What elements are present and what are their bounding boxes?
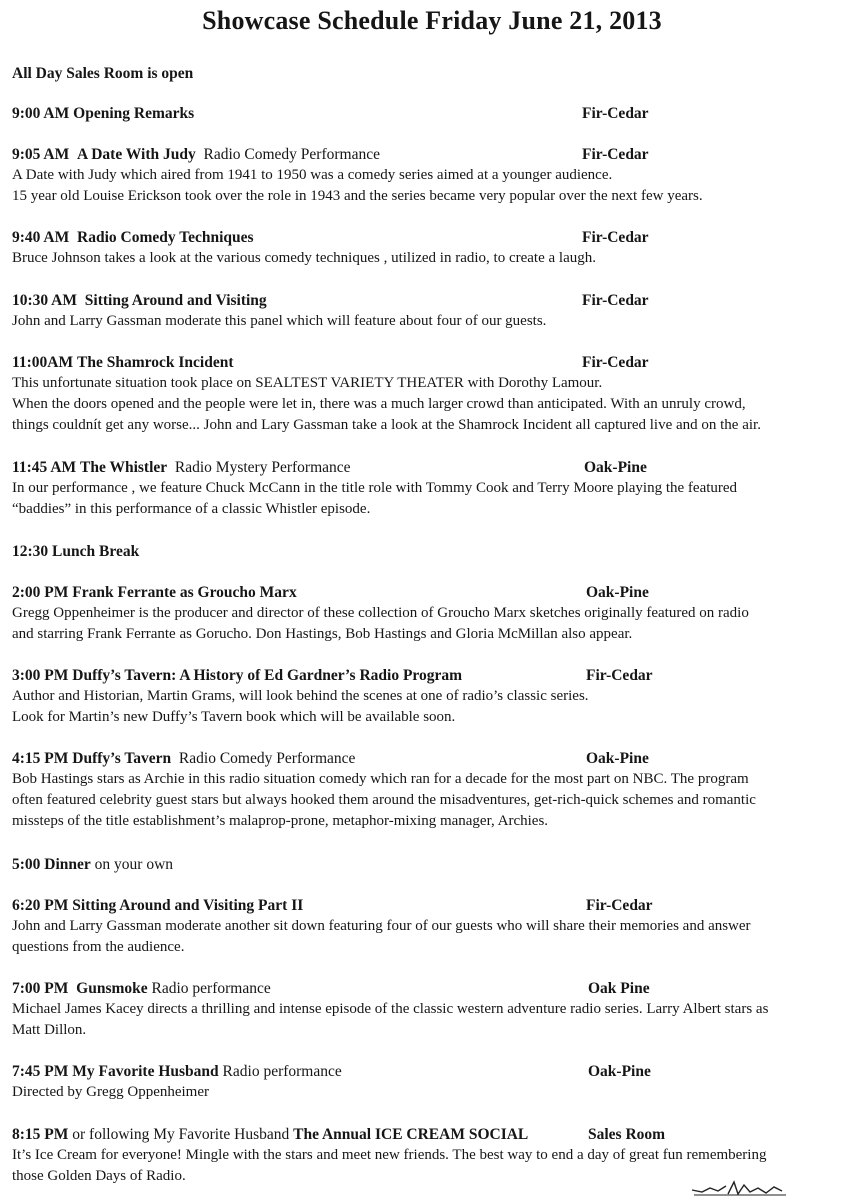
schedule-item <box>12 103 864 124</box>
item-description-line: A Date with Judy which aired from 1941 to 1950 was a comedy series aimed at a younger audience. <box>12 167 613 183</box>
item-time: 4:15 PM <box>12 750 69 767</box>
item-description-line: Matt Dillon. <box>12 1021 87 1038</box>
schedule-item <box>12 854 864 875</box>
item-description-line: Look for Martin’s new Duffy’s Tavern book which will be available soon. <box>12 708 456 725</box>
item-time: 12:30 <box>12 543 49 560</box>
item-time: 8:15 PM <box>12 1126 69 1143</box>
item-room: Fir-Cedar <box>582 229 649 246</box>
item-description-line: and starring Frank Ferrante as Gorucho. Don Hastings, Bob Hastings and Gloria McMillan also appear. <box>12 625 633 642</box>
item-room: Sales Room <box>588 1126 666 1143</box>
item-time: 11:00AM <box>12 354 74 371</box>
item-title: Duffy’s Tavern: A History of Ed Gardner’s Radio Program <box>72 667 463 684</box>
item-description-line: things couldnít get any worse... John and Lary Gassman take a look at the Shamrock Incident all captured live and on the air. <box>12 416 761 433</box>
schedule-item <box>12 227 864 269</box>
item-subtitle: Radio performance <box>222 1063 342 1080</box>
item-description-line: Gregg Oppenheimer is the producer and director of these collection of Groucho Marx sketches originally featured on radio <box>12 605 749 621</box>
schedule-item <box>12 290 864 332</box>
item-time: 9:05 AM <box>12 146 70 163</box>
schedule-item <box>12 895 864 958</box>
item-time: 6:20 PM <box>12 897 69 914</box>
item-title: Duffy’s Tavern <box>72 750 172 767</box>
item-title: Gunsmoke <box>76 980 148 997</box>
item-time: 11:45 AM <box>12 459 77 476</box>
item-description-line: When the doors opened and the people were let in, there was a much larger crowd than anticipated. With an unruly crowd, <box>12 395 746 412</box>
item-time: 9:40 AM <box>12 229 70 246</box>
item-time: 7:45 PM <box>12 1063 69 1080</box>
item-description-line: This unfortunate situation took place on SEALTEST VARIETY THEATER with Dorothy Lamour. <box>12 375 603 391</box>
item-description-line: Michael James Kacey directs a thrilling and intense episode of the classic western adventure radio series. Larry Albert stars as <box>12 1001 769 1017</box>
item-description-line: often featured celebrity guest stars but always hooked them around the misadventures, get-rich-quick schemes and romantic <box>12 791 756 808</box>
item-description-line: questions from the audience. <box>12 938 185 955</box>
item-title: Frank Ferrante as Groucho Marx <box>72 584 297 601</box>
item-description-line: Bob Hastings stars as Archie in this radio situation comedy which ran for a decade for the most part on NBC. The program <box>12 771 749 787</box>
item-title: Lunch Break <box>52 543 140 560</box>
item-title: My Favorite Husband <box>72 1063 219 1080</box>
item-description-line: Author and Historian, Martin Grams, will look behind the scenes at one of radio’s classic series. <box>12 688 589 704</box>
schedule-item <box>12 541 864 562</box>
item-time: 10:30 AM <box>12 292 78 309</box>
item-description-line: Bruce Johnson takes a look at the various comedy techniques , utilized in radio, to create a laugh. <box>12 250 596 266</box>
item-room: Oak Pine <box>588 980 650 997</box>
item-title: Sitting Around and Visiting <box>84 292 267 309</box>
item-title: Opening Remarks <box>73 105 195 122</box>
item-time: 2:00 PM <box>12 584 69 601</box>
schedule-item <box>12 1061 864 1103</box>
item-title: Sitting Around and Visiting Part II <box>72 897 304 914</box>
item-description-line: In our performance , we feature Chuck McCann in the title role with Tommy Cook and Terry Moore playing the featured <box>12 480 738 496</box>
schedule-item <box>12 978 864 1041</box>
item-time: 7:00 PM <box>12 980 69 997</box>
schedule-item <box>12 665 864 728</box>
item-room: Fir-Cedar <box>586 667 653 684</box>
item-title: The Shamrock Incident <box>77 354 234 371</box>
item-title: The Annual ICE CREAM SOCIAL <box>293 1126 529 1143</box>
item-room: Fir-Cedar <box>582 146 649 163</box>
schedule-item <box>12 144 864 207</box>
item-description-line: John and Larry Gassman moderate another sit down featuring four of our guests who will share their memories and answer <box>12 918 751 934</box>
item-room: Oak-Pine <box>586 750 649 767</box>
schedule-item <box>12 748 864 831</box>
item-subtitle: Radio Comedy Performance <box>203 146 380 163</box>
item-room: Fir-Cedar <box>582 292 649 309</box>
item-room: Fir-Cedar <box>582 105 649 122</box>
schedule-item <box>12 63 864 84</box>
item-subtitle: on your own <box>94 856 174 873</box>
item-subtitle: Radio performance <box>151 980 271 997</box>
schedule-item <box>12 582 864 645</box>
item-lead-text: or following My Favorite Husband <box>72 1126 290 1143</box>
item-room: Oak-Pine <box>586 584 649 601</box>
item-room: Oak-Pine <box>588 1063 651 1080</box>
item-description-line: those Golden Days of Radio. <box>12 1167 186 1184</box>
decorative-doodle-icon <box>690 1176 790 1198</box>
item-time: 9:00 AM <box>12 105 70 122</box>
item-description-line: Directed by Gregg Oppenheimer <box>12 1084 210 1100</box>
item-title: A Date With Judy <box>77 146 196 163</box>
item-time: 3:00 PM <box>12 667 69 684</box>
item-title: Radio Comedy Techniques <box>77 229 254 246</box>
item-room: Oak-Pine <box>584 459 647 476</box>
item-title: Dinner <box>44 856 91 873</box>
item-description-line: 15 year old Louise Erickson took over the role in 1943 and the series became very popular over the next few years. <box>12 187 703 204</box>
item-room: Fir-Cedar <box>586 897 653 914</box>
page-title: Showcase Schedule Friday June 21, 2013 <box>202 6 662 35</box>
item-subtitle: Radio Mystery Performance <box>174 459 351 476</box>
item-subtitle: Radio Comedy Performance <box>178 750 356 767</box>
item-description-line: It’s Ice Cream for everyone! Mingle with the stars and meet new friends. The best way to end a day of great fun remembering <box>12 1147 767 1163</box>
item-description-line: missteps of the title establishment’s malaprop-prone, metaphor-mixing manager, Archies. <box>12 812 549 829</box>
item-title: Sales Room is open <box>66 65 194 82</box>
item-title: The Whistler <box>80 459 168 476</box>
schedule-item <box>12 352 864 435</box>
item-room: Fir-Cedar <box>582 354 649 371</box>
item-time: All Day <box>12 65 63 82</box>
item-description-line: John and Larry Gassman moderate this panel which will feature about four of our guests. <box>12 313 547 329</box>
schedule-item <box>12 457 864 520</box>
item-time: 5:00 <box>12 856 41 873</box>
item-description-line: “baddies” in this performance of a classic Whistler episode. <box>12 500 371 517</box>
